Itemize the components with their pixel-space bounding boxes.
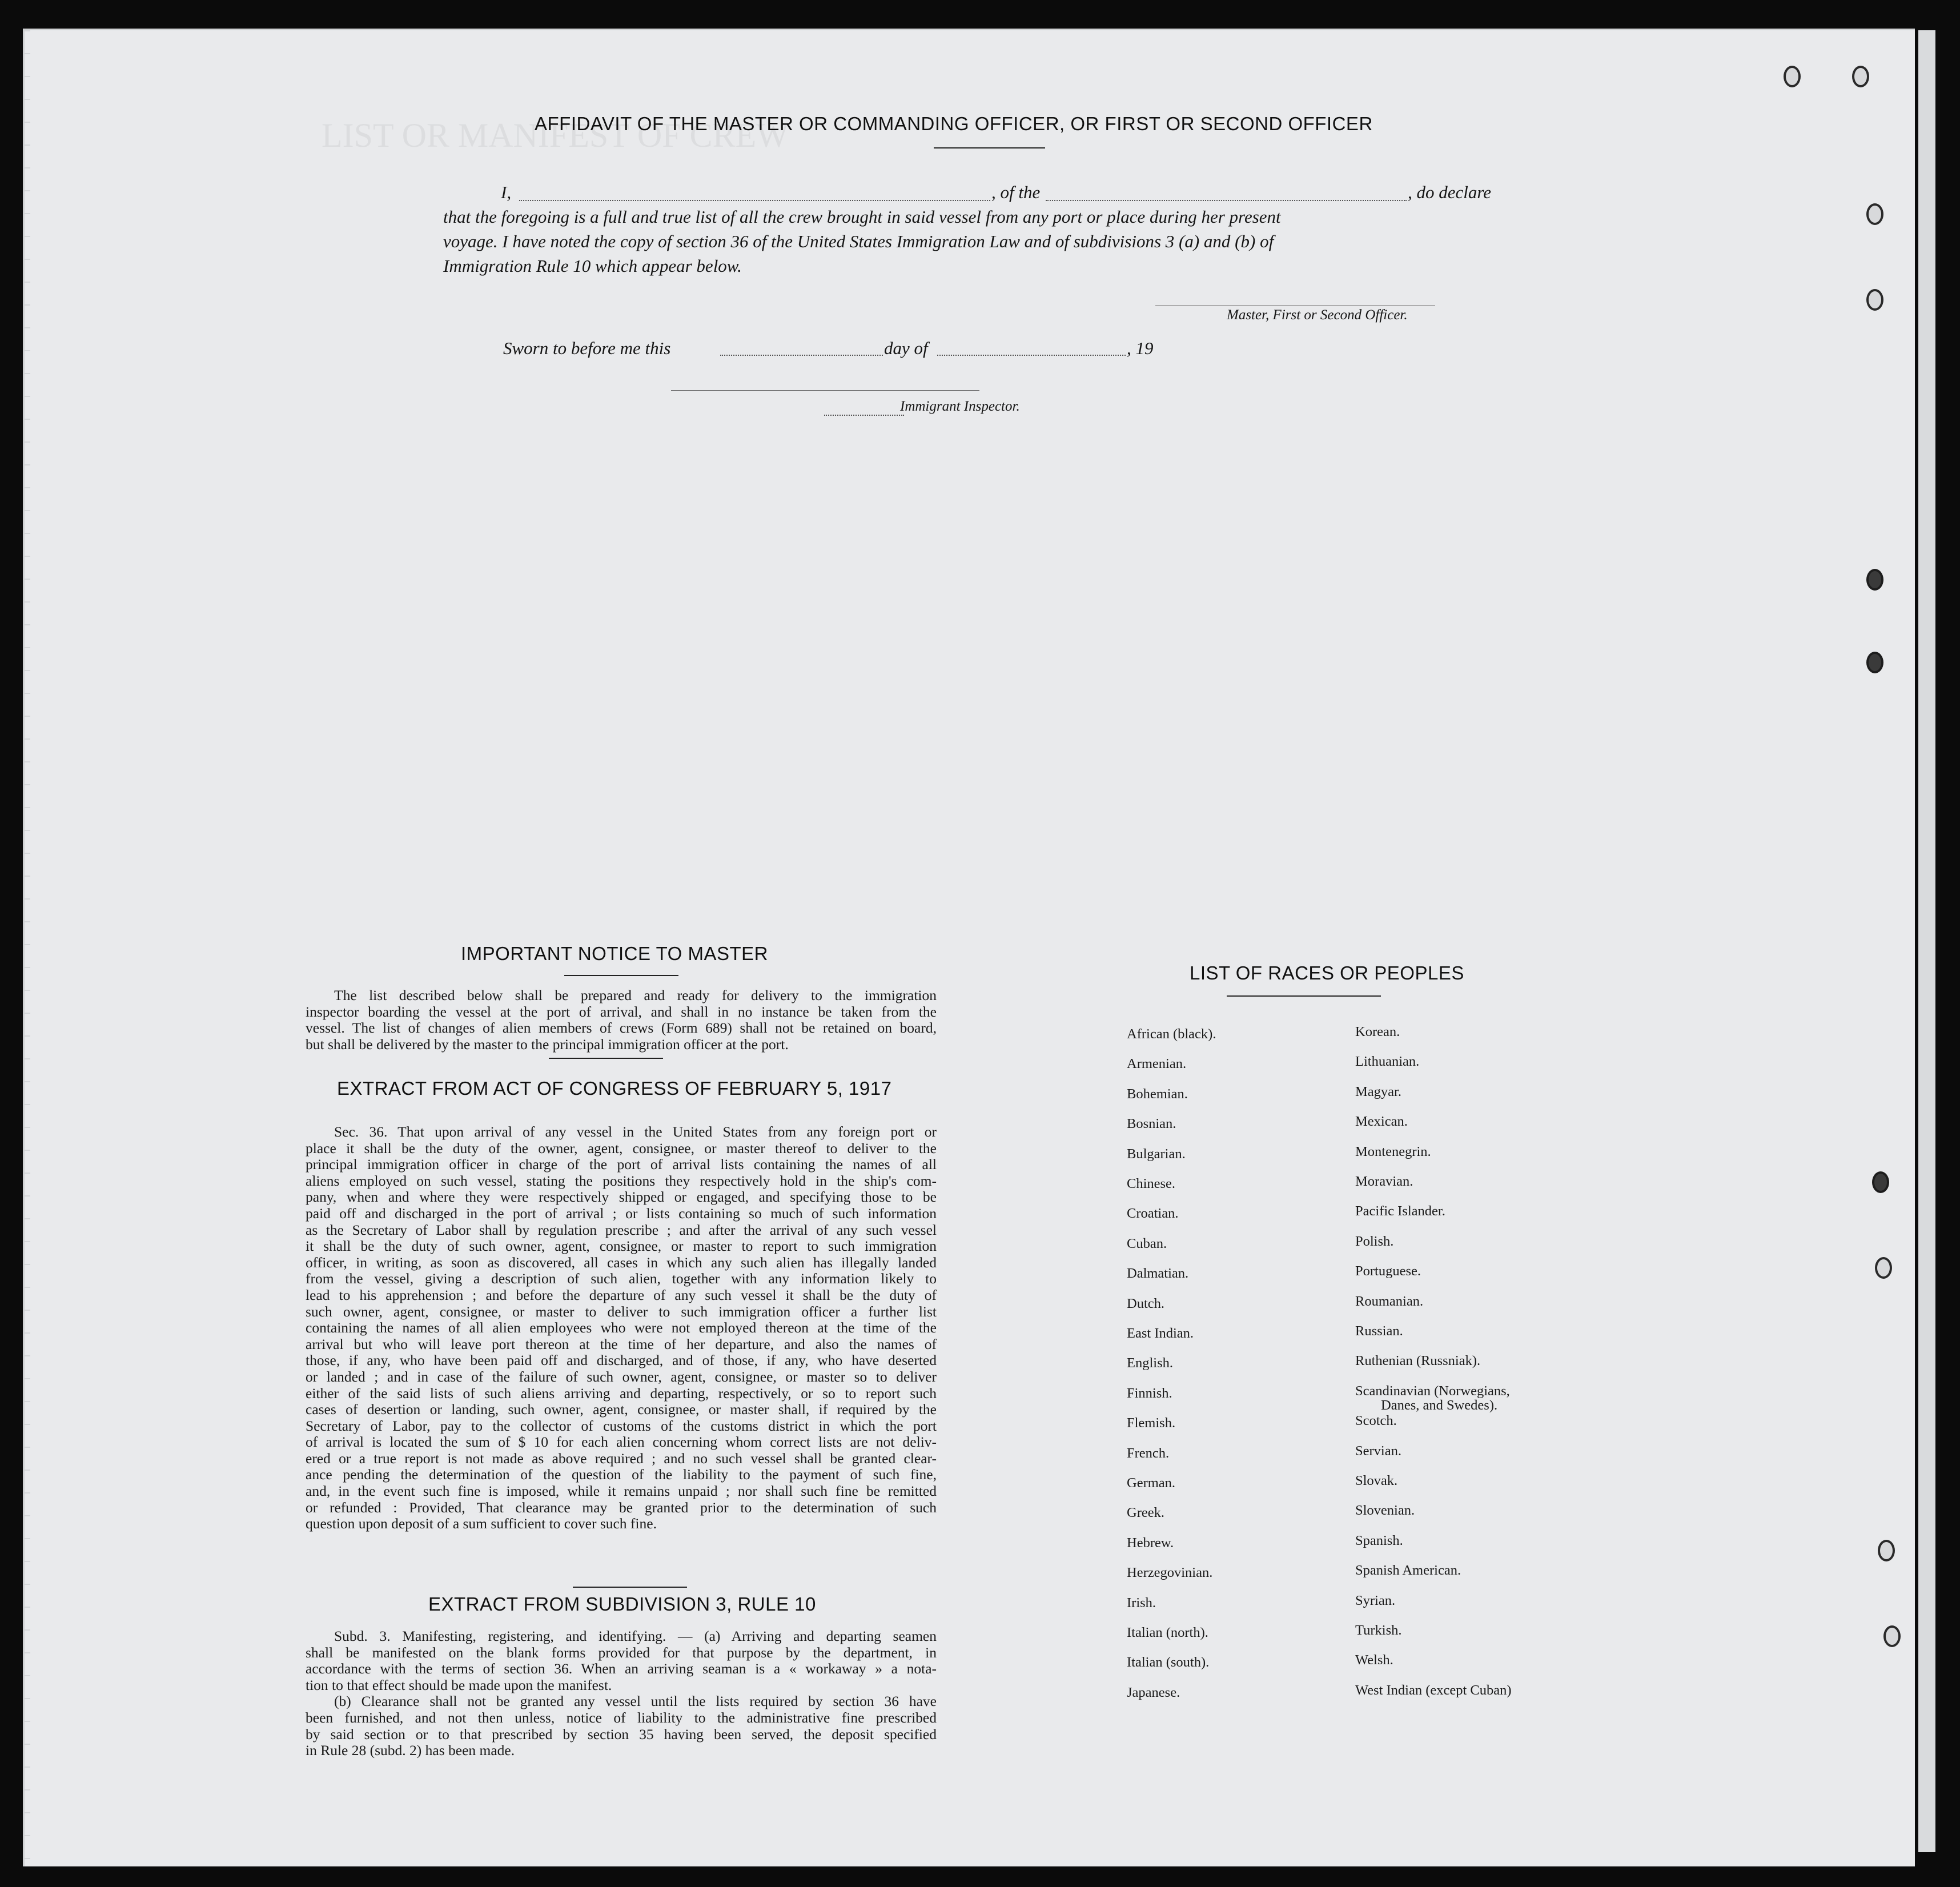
affidavit-title: AFFIDAVIT OF THE MASTER OR COMMANDING OFFICER, OR FIRST OR SECOND OFFICER <box>535 113 1373 134</box>
punch-hole <box>1875 1257 1892 1279</box>
act-line: and, in the event such fine is imposed, while it remains unpaid ; nor shall such fine be remitted <box>306 1483 937 1500</box>
inspector-name-dots <box>824 415 904 416</box>
race-left-item: Hebrew. <box>1127 1535 1174 1551</box>
act-line: paid off and discharged in the port of arrival ; or lists containing so much of such information <box>306 1205 937 1222</box>
notice-line: but shall be delivered by the master to the principal immigration officer at the port. <box>306 1035 789 1053</box>
notice-line: The list described below shall be prepared and ready for delivery to the immigration <box>334 987 937 1003</box>
race-right-item: Lithuanian. <box>1355 1054 1420 1069</box>
race-right-item: Scandinavian (Norwegians, <box>1355 1383 1510 1399</box>
race-left-item: English. <box>1127 1355 1173 1371</box>
race-left-item: Bohemian. <box>1127 1086 1188 1102</box>
act-line: Sec. 36. That upon arrival of any vessel in the United States from any foreign port or <box>334 1123 937 1140</box>
act-line: officer, in writing, as soon as discovered, all cases in which any such alien has illegally landed <box>306 1254 937 1271</box>
affidavit-title-rule <box>934 147 1045 148</box>
race-right-item: Scotch. <box>1355 1413 1397 1428</box>
race-left-item: Armenian. <box>1127 1056 1187 1071</box>
rule-line: tion to that effect should be made upon the manifest. <box>306 1676 612 1693</box>
rule-line: been furnished, and not then unless, notice of liability to the administrative fine prescribed <box>306 1709 937 1726</box>
act-line: aliens employed on such vessel, stating the positions they respectively hold in the ship's com- <box>306 1172 937 1189</box>
underlying-page-edge <box>1918 30 1935 1852</box>
race-left-item: Chinese. <box>1127 1176 1176 1191</box>
race-right-item: Portuguese. <box>1355 1263 1421 1279</box>
rule-extract-title: EXTRACT FROM SUBDIVISION 3, RULE 10 <box>428 1593 816 1615</box>
rule-line: shall be manifested on the blank forms provided for that purpose by the department, in <box>306 1644 937 1661</box>
bleed-through-heading: LIST OR MANIFEST OF CREW <box>322 117 789 154</box>
form-page <box>23 29 1915 1866</box>
punch-hole <box>1866 652 1883 673</box>
race-left-item: Flemish. <box>1127 1415 1176 1431</box>
act-line: cases of desertion or landing, such owner, agent, consignee, or master shall, if required by the <box>306 1401 937 1418</box>
race-left-item: Bulgarian. <box>1127 1146 1186 1162</box>
race-right-item: Spanish. <box>1355 1533 1403 1548</box>
race-left-item: German. <box>1127 1475 1176 1491</box>
year-label: , 19 <box>1127 338 1154 358</box>
act-line: such owner, agent, consignee, or master to deliver to such immigration officer a further list <box>306 1303 937 1320</box>
affidavit-line-2: that the foregoing is a full and true list of all the crew brought in said vessel from any port or place during her present <box>443 207 1281 227</box>
race-left-item: Dutch. <box>1127 1296 1164 1311</box>
race-right-item: West Indian (except Cuban) <box>1355 1683 1512 1698</box>
race-right-item-continuation: Danes, and Swedes). <box>1381 1398 1498 1413</box>
affidavit-of-the: , of the <box>991 182 1041 202</box>
race-right-item: Russian. <box>1355 1323 1403 1339</box>
act-line: question upon deposit of a sum sufficient to cover such fine. <box>306 1515 657 1532</box>
inspector-signature-line[interactable] <box>671 390 979 391</box>
act-line: place it shall be the duty of the owner, agent, consignee, or master thereof to deliver to the <box>306 1139 937 1157</box>
race-right-item: Ruthenian (Russniak). <box>1355 1353 1481 1368</box>
act-line: arrival but who will leave port thereon at the time of her departure, and also the names of <box>306 1335 937 1352</box>
rule-line: in Rule 28 (subd. 2) has been made. <box>306 1742 515 1759</box>
sworn-label: Sworn to before me this <box>503 338 671 358</box>
affidavit-line-4: Immigration Rule 10 which appear below. <box>443 256 742 276</box>
race-left-item: Dalmatian. <box>1127 1266 1189 1281</box>
punch-hole <box>1852 66 1869 87</box>
races-title: LIST OF RACES OR PEOPLES <box>1190 962 1464 983</box>
race-left-item: French. <box>1127 1446 1170 1461</box>
act-line: as the Secretary of Labor shall by regulation prescribe ; and after the arrival of any such vessel <box>306 1221 937 1238</box>
punch-hole <box>1784 66 1801 87</box>
act-extract-body <box>306 1124 937 1532</box>
act-line: ance pending the determination of the question of the liability to the payment of such fine, <box>306 1466 937 1483</box>
race-right-item: Mexican. <box>1355 1114 1408 1129</box>
act-line: pany, when and where they were respectively shipped or engaged, and specifying those to be <box>306 1189 937 1206</box>
race-left-item: Italian (north). <box>1127 1625 1208 1640</box>
race-right-item: Montenegrin. <box>1355 1144 1431 1159</box>
rule-line: by said section or to that prescribed by section 35 having been served, the deposit specified <box>306 1725 937 1743</box>
act-line: principal immigration officer in charge of the port of arrival lists containing the names of all <box>306 1156 937 1173</box>
notice-title-rule <box>564 975 678 976</box>
act-line: either of the said lists of such aliens arriving and departing, respectively, or so to report such <box>306 1384 937 1402</box>
vessel-field[interactable] <box>1046 200 1407 201</box>
notice-line: vessel. The list of changes of alien members of crews (Form 689) shall not be retained on board, <box>306 1019 937 1037</box>
affidavit-line-3: voyage. I have noted the copy of section 36 of the United States Immigration Law and of subdivisions 3 (a) and (b) of <box>443 231 1274 251</box>
rule-extract-body <box>306 1628 937 1759</box>
race-right-item: Slovak. <box>1355 1473 1398 1488</box>
race-right-item: Spanish American. <box>1355 1563 1461 1578</box>
race-right-item: Servian. <box>1355 1443 1401 1459</box>
race-left-item: Greek. <box>1127 1505 1164 1520</box>
race-left-item: Finnish. <box>1127 1386 1172 1401</box>
race-right-item: Polish. <box>1355 1234 1394 1249</box>
race-left-item: Cuban. <box>1127 1236 1167 1251</box>
race-right-item: Magyar. <box>1355 1084 1401 1099</box>
race-right-item: Welsh. <box>1355 1652 1393 1668</box>
race-left-item: African (black). <box>1127 1026 1216 1042</box>
act-line: lead to his apprehension ; and before the departure of any such vessel it shall be the duty of <box>306 1286 937 1303</box>
bleed-through-row <box>242 441 250 457</box>
rule-line: Subd. 3. Manifesting, registering, and identifying. — (a) Arriving and departing seamen <box>334 1628 937 1644</box>
act-line: or refunded : Provided, That clearance may be granted prior to the determination of such <box>306 1499 937 1516</box>
page-edge-grid <box>25 30 30 1866</box>
act-line: of arrival is located the sum of $ 10 for each alien concerning whom correct lists are not deliv- <box>306 1434 937 1451</box>
punch-hole <box>1866 569 1883 591</box>
race-left-item: Italian (south). <box>1127 1655 1210 1670</box>
notice-title: IMPORTANT NOTICE TO MASTER <box>461 943 769 964</box>
race-left-item: Bosnian. <box>1127 1116 1176 1131</box>
affidavit-do-declare: , do declare <box>1408 182 1492 202</box>
day-of-label: day of <box>884 338 928 358</box>
notice-body <box>306 987 937 1053</box>
punch-hole <box>1866 203 1883 225</box>
race-left-item: Herzegovinian. <box>1127 1565 1213 1580</box>
rule-line: (b) Clearance shall not be granted any vessel until the lists required by section 36 have <box>334 1693 937 1710</box>
punch-hole <box>1883 1625 1901 1647</box>
race-right-item: Pacific Islander. <box>1355 1203 1445 1219</box>
act-line: from the vessel, giving a description of such alien, together with any information likely to <box>306 1270 937 1287</box>
act-line: it shall be the duty of such owner, agent, consignee, or master to report to such immigration <box>306 1238 937 1255</box>
sworn-day-field[interactable] <box>720 355 883 356</box>
races-title-rule <box>1227 995 1381 997</box>
sworn-month-field[interactable] <box>937 355 1126 356</box>
act-line: containing the names of all alien employees who were not employed thereon at the time of the <box>306 1319 937 1336</box>
punch-hole <box>1866 289 1883 311</box>
act-line: those, if any, who have been paid off and discharged, and of those, if any, who have deserted <box>306 1352 937 1369</box>
act-extract-rule <box>573 1587 687 1588</box>
race-left-item: East Indian. <box>1127 1326 1194 1341</box>
punch-hole <box>1878 1540 1895 1561</box>
race-left-item: Japanese. <box>1127 1685 1180 1700</box>
race-left-item: Croatian. <box>1127 1206 1179 1221</box>
race-right-item: Moravian. <box>1355 1174 1413 1189</box>
rule-line: accordance with the terms of section 36. When an arriving seaman is a « workaway » a nota- <box>306 1660 937 1677</box>
act-line: Secretary of Labor, pay to the collector of customs of the customs district in which the port <box>306 1417 937 1434</box>
name-field[interactable] <box>519 200 990 201</box>
master-label: Master, First or Second Officer. <box>1227 307 1408 323</box>
act-line: or landed ; and in case of the failure of such owner, agent, consignee, or master so to deliver <box>306 1368 937 1385</box>
act-line: ered or a true report is not made as above required ; and no such vessel shall be granted clear- <box>306 1450 937 1467</box>
notice-rule <box>549 1058 663 1059</box>
race-right-item: Slovenian. <box>1355 1503 1415 1518</box>
race-left-item: Irish. <box>1127 1595 1156 1611</box>
punch-hole <box>1872 1171 1889 1193</box>
affidavit-i: I, <box>501 182 512 202</box>
race-right-item: Turkish. <box>1355 1623 1402 1638</box>
race-right-item: Korean. <box>1355 1024 1400 1039</box>
act-extract-title: EXTRACT FROM ACT OF CONGRESS OF FEBRUARY 5, 1917 <box>337 1078 892 1099</box>
inspector-label: Immigrant Inspector. <box>900 399 1020 414</box>
race-right-item: Roumanian. <box>1355 1294 1424 1309</box>
notice-line: inspector boarding the vessel at the port of arrival, and shall in no instance be taken from the <box>306 1003 937 1020</box>
race-right-item: Syrian. <box>1355 1593 1396 1608</box>
